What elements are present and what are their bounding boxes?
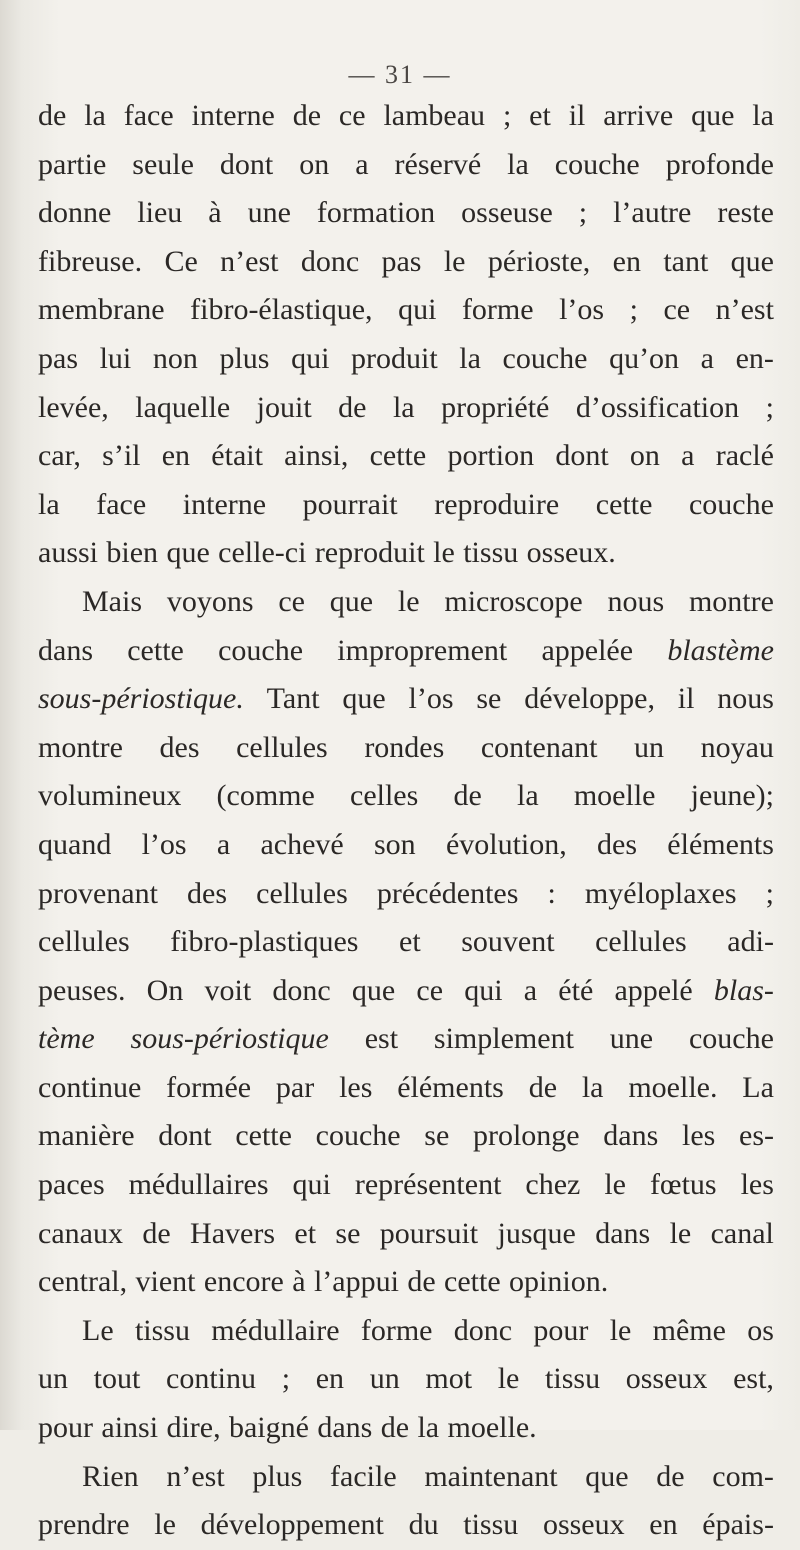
word: de xyxy=(656,1459,685,1493)
word: jusque xyxy=(497,1216,576,1250)
text-line xyxy=(38,335,774,384)
text-line xyxy=(38,1355,774,1404)
word: est xyxy=(364,1022,399,1056)
word: On xyxy=(146,973,184,1007)
word: cette xyxy=(444,1265,501,1299)
word: qui xyxy=(292,1168,331,1202)
italic-word: tème xyxy=(38,1022,95,1056)
word: représentent xyxy=(354,1168,502,1202)
text-line xyxy=(38,1015,774,1064)
word: qui xyxy=(464,973,503,1007)
word: n’est xyxy=(166,1459,225,1493)
word: le xyxy=(397,584,420,618)
word: non xyxy=(152,341,198,375)
word: plus xyxy=(252,1459,303,1493)
word: fœtus xyxy=(649,1168,717,1202)
word: moelle xyxy=(573,779,656,813)
word: était xyxy=(211,439,263,473)
word: plus xyxy=(219,341,270,375)
word: l’os xyxy=(141,827,187,861)
word: donc xyxy=(272,973,331,1007)
word: opinion. xyxy=(509,1265,609,1299)
word: forme xyxy=(461,293,534,327)
word: ; xyxy=(765,876,774,910)
word: cellules xyxy=(256,876,348,910)
word: donc xyxy=(453,1313,513,1347)
word: quand xyxy=(38,827,112,861)
word: la xyxy=(38,487,60,521)
word: partie xyxy=(38,147,107,181)
word: encore xyxy=(203,1265,284,1299)
text-line xyxy=(38,675,774,724)
word: cellules xyxy=(236,730,328,764)
word: membrane xyxy=(38,293,165,327)
word: donne xyxy=(38,196,112,230)
word: voyons xyxy=(166,584,254,618)
word: la xyxy=(84,99,106,132)
word: laquelle xyxy=(135,390,231,424)
word: les xyxy=(740,1168,774,1202)
word: dans xyxy=(38,633,93,667)
word: ; xyxy=(629,293,638,327)
word: face xyxy=(96,487,147,521)
word: aussi xyxy=(38,536,98,570)
word: ce xyxy=(416,973,444,1007)
word: pour xyxy=(38,1411,93,1445)
word: cette xyxy=(235,1119,292,1153)
word: tout xyxy=(93,1362,141,1396)
word: en xyxy=(315,1362,345,1396)
word: ainsi, xyxy=(284,439,349,473)
word: reste xyxy=(717,196,774,230)
word: de xyxy=(528,1070,558,1104)
word: n’est xyxy=(220,244,279,278)
word: éléments xyxy=(397,1070,504,1104)
word: osseux xyxy=(542,1508,625,1542)
word: un xyxy=(634,730,665,764)
text-line xyxy=(38,918,774,967)
word: tissu xyxy=(463,536,519,570)
word: la xyxy=(752,99,774,132)
word: prendre xyxy=(38,1508,130,1542)
word: pas xyxy=(38,341,78,375)
word: nous xyxy=(607,584,665,618)
word: voit xyxy=(204,973,252,1007)
text-line xyxy=(38,1453,774,1502)
word: que xyxy=(351,973,396,1007)
word: dans xyxy=(317,1411,373,1445)
word: que xyxy=(342,682,386,716)
word: celles xyxy=(350,779,419,813)
word: Le xyxy=(82,1313,114,1347)
word: fibreuse. xyxy=(38,244,143,278)
word: en xyxy=(649,1508,678,1542)
word: les xyxy=(681,1119,716,1153)
word: propriété xyxy=(441,390,550,424)
word: moelle. xyxy=(628,1070,718,1104)
word: le xyxy=(433,536,455,570)
word: rondes xyxy=(364,730,445,764)
word: une xyxy=(609,1022,654,1056)
word: volumineux xyxy=(38,779,182,813)
word: moelle. xyxy=(447,1411,537,1445)
word: formation xyxy=(316,196,436,230)
word: en xyxy=(161,439,191,473)
word: celle-ci xyxy=(218,536,307,570)
word: de xyxy=(338,390,367,424)
text-line xyxy=(38,238,774,287)
word: le xyxy=(609,1313,632,1347)
word: cette xyxy=(595,487,653,521)
word: le xyxy=(154,1508,176,1542)
word: à xyxy=(208,196,222,230)
text-line xyxy=(38,578,774,627)
word: dont xyxy=(158,1119,212,1153)
word: La xyxy=(742,1070,774,1104)
word: périoste, xyxy=(487,244,591,278)
word: canal xyxy=(710,1216,774,1250)
word: lieu xyxy=(137,196,183,230)
word: même xyxy=(652,1313,726,1347)
word: ce xyxy=(338,99,366,132)
text-line xyxy=(38,1064,774,1113)
word: (comme xyxy=(216,779,315,813)
word: se xyxy=(424,1119,450,1153)
word: médullaires xyxy=(128,1168,269,1202)
word: tissu xyxy=(463,1508,519,1542)
word: continue xyxy=(38,1070,142,1104)
word: tissu xyxy=(134,1313,190,1347)
text-line xyxy=(38,1404,774,1453)
word: médullaire xyxy=(211,1313,340,1347)
text-line xyxy=(38,627,774,676)
word: de xyxy=(380,1411,410,1445)
word: dire, xyxy=(166,1411,221,1445)
word: la xyxy=(417,1411,440,1445)
word: car, xyxy=(38,439,81,473)
text-line xyxy=(38,529,774,578)
word: Tant xyxy=(266,682,320,716)
word: cellules xyxy=(595,925,687,959)
word: dans xyxy=(595,1216,651,1250)
word: il xyxy=(677,682,695,716)
word: cellules xyxy=(38,925,130,959)
word: ; xyxy=(578,196,588,230)
word: face xyxy=(123,99,174,132)
word: des xyxy=(597,827,638,861)
word: cette xyxy=(127,633,184,667)
text-line xyxy=(38,189,774,238)
text-line xyxy=(38,821,774,870)
word: qui xyxy=(398,293,437,327)
word: pourrait xyxy=(302,487,398,521)
word: des xyxy=(159,730,200,764)
word: de xyxy=(38,99,67,132)
word: que xyxy=(730,244,774,278)
word: couche xyxy=(688,487,774,521)
word: maintenant xyxy=(424,1459,558,1493)
body-text xyxy=(38,92,774,1550)
word: souvent xyxy=(461,925,555,959)
word: a xyxy=(681,439,695,473)
word: en- xyxy=(735,341,774,375)
text-line xyxy=(38,1501,774,1550)
word: dont xyxy=(555,439,609,473)
word: reproduit xyxy=(314,536,425,570)
word: qui xyxy=(291,341,330,375)
word: noyau xyxy=(700,730,774,764)
text-line xyxy=(38,384,774,433)
word: ce xyxy=(278,584,305,618)
word: la xyxy=(392,390,415,424)
word: de xyxy=(453,779,482,813)
word: en xyxy=(612,244,641,278)
word: osseux. xyxy=(526,536,616,570)
word: forme xyxy=(360,1313,433,1347)
word: Ce xyxy=(164,244,198,278)
word: jouit xyxy=(256,390,312,424)
word: précédentes xyxy=(376,876,519,910)
word: interne xyxy=(191,99,275,132)
word: paces xyxy=(38,1168,105,1202)
word: la xyxy=(459,341,481,375)
word: se xyxy=(476,682,502,716)
word: interne xyxy=(182,487,267,521)
word: prolonge xyxy=(472,1119,580,1153)
text-line xyxy=(38,1258,774,1307)
word: lui xyxy=(99,341,132,375)
word: de xyxy=(142,1216,171,1250)
word: couche xyxy=(218,633,304,667)
word: tant xyxy=(663,244,709,278)
word: montre xyxy=(38,730,123,764)
word: réservé xyxy=(394,147,482,181)
page-number: — 31 — xyxy=(348,60,452,89)
word: se xyxy=(335,1216,361,1250)
word: tissu xyxy=(545,1362,601,1396)
word: appelé xyxy=(614,973,693,1007)
word: a xyxy=(216,827,231,861)
word: a xyxy=(355,147,369,181)
text-line xyxy=(38,286,774,335)
word: que xyxy=(329,584,374,618)
word: levée, xyxy=(38,390,109,424)
word: simplement xyxy=(433,1022,574,1056)
word: été xyxy=(558,973,594,1007)
word: manière xyxy=(38,1119,135,1153)
word: continu xyxy=(166,1362,257,1396)
text-line xyxy=(38,92,774,141)
word: évolution, xyxy=(445,827,567,861)
text-line xyxy=(38,141,774,190)
word: d’ossification xyxy=(575,390,740,424)
word: osseuse xyxy=(461,196,553,230)
word: la xyxy=(581,1070,604,1104)
word: qu’on xyxy=(609,341,680,375)
word: cette xyxy=(369,439,427,473)
word: des xyxy=(187,876,228,910)
word: on xyxy=(629,439,660,473)
text-line xyxy=(38,1307,774,1356)
word: l’os xyxy=(559,293,605,327)
word: fibro-élastique, xyxy=(190,293,373,327)
italic-word: blastème xyxy=(667,633,774,667)
word: jeune); xyxy=(690,779,774,813)
word: portion xyxy=(447,439,535,473)
word: pour xyxy=(533,1313,589,1347)
word: bien xyxy=(106,536,159,570)
word: n’est xyxy=(715,293,774,327)
word: arrive xyxy=(603,99,674,132)
text-line xyxy=(38,724,774,773)
word: seule xyxy=(132,147,194,181)
word: Mais xyxy=(82,584,142,618)
word: couche xyxy=(315,1119,401,1153)
word: il xyxy=(568,99,586,132)
word: mot xyxy=(425,1362,473,1396)
word: improprement xyxy=(337,633,508,667)
word: l’autre xyxy=(613,196,692,230)
word: canaux xyxy=(38,1216,123,1250)
text-line xyxy=(38,772,774,821)
word: éléments xyxy=(667,827,774,861)
word: dans xyxy=(603,1119,659,1153)
word: nous xyxy=(717,682,774,716)
word: fibro-plastiques xyxy=(170,925,359,959)
word: on xyxy=(299,147,330,181)
word: vient xyxy=(135,1265,196,1299)
word: facile xyxy=(330,1459,397,1493)
word: : xyxy=(547,876,556,910)
word: son xyxy=(373,827,416,861)
word: et xyxy=(399,925,421,959)
word: baigné xyxy=(228,1411,309,1445)
word: provenant xyxy=(38,876,158,910)
word: a xyxy=(700,341,714,375)
word: est, xyxy=(733,1362,774,1396)
word: une xyxy=(247,196,291,230)
text-line xyxy=(38,1161,774,1210)
text-line xyxy=(38,870,774,919)
word: adi- xyxy=(727,925,774,959)
word: couche xyxy=(688,1022,774,1056)
word: raclé xyxy=(715,439,774,473)
word: les xyxy=(339,1070,373,1104)
word: com- xyxy=(712,1459,774,1493)
word: un xyxy=(38,1362,68,1396)
word: que xyxy=(166,536,210,570)
word: développe, xyxy=(524,682,655,716)
word: couche xyxy=(554,147,640,181)
word: produit xyxy=(351,341,438,375)
word: ; xyxy=(281,1362,291,1396)
word: achevé xyxy=(260,827,344,861)
word: reproduire xyxy=(434,487,560,521)
word: dont xyxy=(219,147,274,181)
word: le xyxy=(443,244,466,278)
word: la xyxy=(507,147,529,181)
word: et xyxy=(294,1216,317,1250)
text-line xyxy=(38,432,774,481)
word: Rien xyxy=(82,1459,139,1493)
word: ; xyxy=(502,99,512,132)
word: le xyxy=(604,1168,626,1202)
word: a xyxy=(523,973,538,1007)
word: montre xyxy=(688,584,774,618)
word: pas xyxy=(381,244,422,278)
word: de xyxy=(407,1265,436,1299)
word: de xyxy=(292,99,322,132)
word: couche xyxy=(502,341,588,375)
word: microscope xyxy=(444,584,583,618)
word: profonde xyxy=(665,147,774,181)
word: épais- xyxy=(702,1508,774,1542)
word: et xyxy=(529,99,551,132)
word: le xyxy=(497,1362,520,1396)
text-line xyxy=(38,967,774,1016)
text-line xyxy=(38,481,774,530)
word: un xyxy=(369,1362,400,1396)
word: s’il xyxy=(102,439,141,473)
word: que xyxy=(691,99,735,132)
italic-word: sous-périostique. xyxy=(38,682,244,716)
word: ainsi xyxy=(101,1411,159,1445)
word: chez xyxy=(525,1168,581,1202)
word: myéloplaxes xyxy=(584,876,737,910)
italic-word: sous-périostique xyxy=(130,1022,329,1056)
word: que xyxy=(585,1459,629,1493)
word: développement xyxy=(200,1508,384,1542)
word: donc xyxy=(300,244,360,278)
word: l’appui xyxy=(313,1265,399,1299)
word: appelée xyxy=(541,633,634,667)
word: central, xyxy=(38,1265,128,1299)
word: poursuit xyxy=(379,1216,479,1250)
italic-word: blas- xyxy=(713,973,774,1007)
word: es- xyxy=(739,1119,774,1153)
text-line xyxy=(38,1210,774,1259)
word: ; xyxy=(765,390,774,424)
word: peuses. xyxy=(38,973,126,1007)
word: contenant xyxy=(480,730,598,764)
word: formée xyxy=(166,1070,252,1104)
word: le xyxy=(669,1216,692,1250)
word: la xyxy=(517,779,539,813)
word: os xyxy=(747,1313,774,1347)
word: par xyxy=(275,1070,315,1104)
word: osseux xyxy=(625,1362,708,1396)
word: du xyxy=(408,1508,439,1542)
word: à xyxy=(292,1265,306,1299)
text-line xyxy=(38,1112,774,1161)
word: Havers xyxy=(190,1216,275,1250)
word: ce xyxy=(663,293,691,327)
word: lambeau xyxy=(383,99,486,132)
word: l’os xyxy=(408,682,454,716)
